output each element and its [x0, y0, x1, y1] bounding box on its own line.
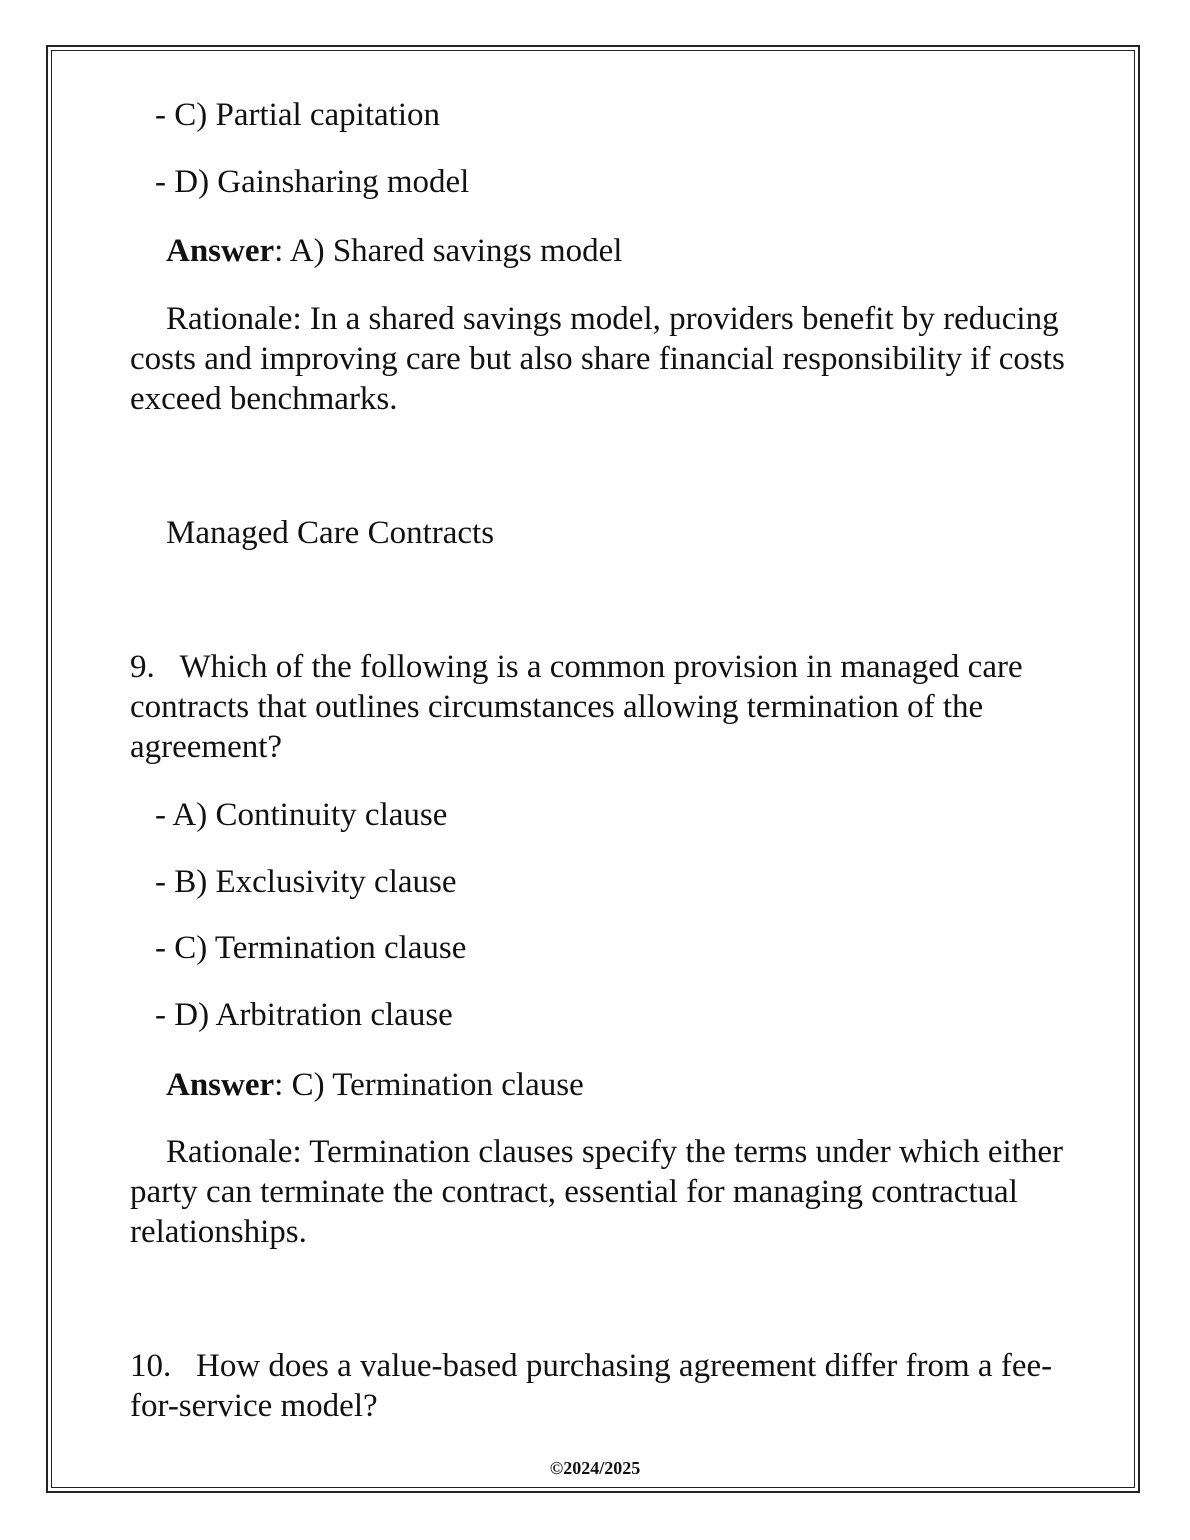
rationale-q9: Rationale: Termination clauses specify the terms under which either party can terminate the contract, essential for managing contractual relationships.	[130, 1134, 1063, 1250]
answer-label: Answer	[166, 233, 275, 269]
answer-text: : C) Termination clause	[274, 1067, 584, 1103]
section-title: Managed Care Contracts	[166, 515, 495, 551]
question-text: Which of the following is a common provision in managed care contracts that outlines circumstances allowing termination of the agreement?	[130, 649, 1023, 765]
option-c-q8: - C) Partial capitation	[155, 97, 440, 133]
option-d-q8: - D) Gainsharing model	[155, 164, 470, 200]
question-10	[130, 1346, 1080, 1426]
answer-q9	[166, 1065, 584, 1105]
question-9	[130, 647, 1080, 767]
rationale-q8: Rationale: In a shared savings model, providers benefit by reducing costs and improving care but also share financial responsibility if costs exceed benchmarks.	[130, 301, 1065, 417]
question-number: 10.	[130, 1348, 172, 1384]
answer-q8	[166, 231, 622, 271]
option-d-q9: - D) Arbitration clause	[155, 997, 453, 1033]
option-a-q9: - A) Continuity clause	[155, 797, 448, 833]
answer-text: : A) Shared savings model	[274, 233, 623, 269]
option-c-q9: - C) Termination clause	[155, 930, 467, 966]
question-number: 9.	[130, 649, 155, 685]
answer-label: Answer	[166, 1067, 275, 1103]
question-text: How does a value-based purchasing agreement differ from a fee-for-service model?	[130, 1348, 1053, 1424]
option-b-q9: - B) Exclusivity clause	[155, 864, 457, 900]
copyright-footer: ©2024/2025	[549, 1458, 641, 1478]
